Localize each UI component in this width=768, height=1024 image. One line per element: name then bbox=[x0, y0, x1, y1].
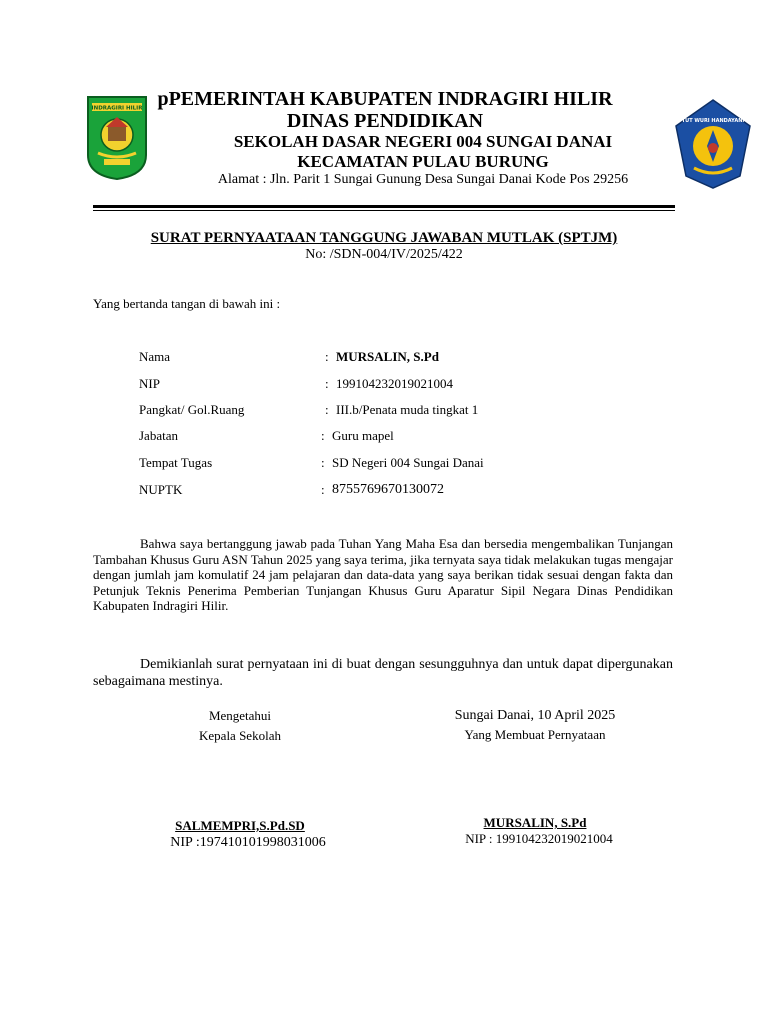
identity-label: NUPTK bbox=[139, 482, 183, 497]
letterhead-government: pPEMERINTAH KABUPATEN INDRAGIRI HILIR bbox=[157, 88, 613, 110]
identity-value: MURSALIN, S.Pd bbox=[336, 349, 439, 364]
right-logo-text: TUT WURI HANDAYANI bbox=[681, 118, 745, 124]
left-sign-name: SALMEMPRI,S.Pd.SD bbox=[175, 818, 305, 833]
right-sign-nip: NIP : 199104232019021004 bbox=[465, 831, 613, 846]
closing-paragraph bbox=[93, 656, 673, 690]
letterhead-divider-thick bbox=[93, 205, 675, 208]
identity-value: III.b/Penata muda tingkat 1 bbox=[336, 402, 479, 417]
document-number: No: /SDN-004/IV/2025/422 bbox=[305, 247, 463, 262]
identity-row-tempat-tugas bbox=[139, 455, 699, 475]
identity-colon: : bbox=[325, 402, 329, 417]
identity-value: 199104232019021004 bbox=[336, 376, 453, 391]
right-sign-role: Yang Membuat Pernyataan bbox=[464, 727, 606, 742]
identity-value: SD Negeri 004 Sungai Danai bbox=[332, 455, 484, 470]
document-title: SURAT PERNYAATAAN TANGGUNG JAWABAN MUTLAK (SPTJM) bbox=[150, 230, 618, 246]
identity-row-jabatan bbox=[139, 428, 699, 448]
identity-row-nama bbox=[139, 349, 699, 369]
statement-text: Bahwa saya bertanggung jawab pada Tuhan Yang Maha Esa dan bersedia mengembalikan Tunjangan Tambahan Khusus Guru ASN Tahun 2025 yang saya terima, jika ternyata saya tidak melakukan tugas mengajar dengan jumlah jam komulatif 24 jam pelajaran dan data-data yang saya berikan tidak sesuai dengan fakta dan Petunjuk Teknis Penerima Pemberian Tunjangan Khusus Guru Aparatur Sipil Negara Dinas Pendidikan Kabupaten Indragiri Hilir. bbox=[93, 536, 673, 614]
closing-text: Demikianlah surat pernyataan ini di buat dengan sesungguhnya dan untuk dapat dipergunakan sebagaimana mestinya. bbox=[93, 657, 673, 689]
identity-colon: : bbox=[321, 482, 325, 497]
left-sign-role: Kepala Sekolah bbox=[199, 728, 281, 743]
left-logo-text: INDRAGIRI HILIR bbox=[91, 105, 143, 112]
statement-paragraph bbox=[93, 536, 673, 614]
identity-label: Nama bbox=[139, 349, 171, 364]
identity-colon: : bbox=[325, 376, 329, 391]
left-sign-acknowledge: Mengetahui bbox=[208, 708, 272, 723]
right-sign-place-date: Sungai Danai, 10 April 2025 bbox=[454, 708, 616, 723]
identity-label: Tempat Tugas bbox=[139, 455, 213, 470]
letterhead-district: KECAMATAN PULAU BURUNG bbox=[297, 152, 549, 171]
right-sign-name: MURSALIN, S.Pd bbox=[483, 815, 587, 830]
intro-text: Yang bertanda tangan di bawah ini : bbox=[93, 296, 281, 311]
identity-colon: : bbox=[321, 428, 325, 443]
letterhead-department: DINAS PENDIDIKAN bbox=[286, 110, 484, 132]
identity-label: Pangkat/ Gol.Ruang bbox=[139, 402, 245, 417]
identity-value: Guru mapel bbox=[332, 428, 394, 443]
letterhead-school: SEKOLAH DASAR NEGERI 004 SUNGAI DANAI bbox=[233, 132, 613, 151]
identity-row-nuptk bbox=[139, 482, 699, 502]
identity-label: Jabatan bbox=[139, 428, 178, 443]
identity-colon: : bbox=[325, 349, 329, 364]
identity-label: NIP bbox=[139, 376, 160, 391]
identity-row-nip bbox=[139, 376, 699, 396]
left-sign-nip: NIP :197410101998031006 bbox=[170, 835, 326, 850]
letterhead-divider-thin bbox=[93, 210, 675, 211]
identity-row-pangkat bbox=[139, 402, 699, 422]
identity-value: 8755769670130072 bbox=[332, 482, 444, 497]
letterhead-address: Alamat : Jln. Parit 1 Sungai Gunung Desa Sungai Danai Kode Pos 29256 bbox=[217, 172, 629, 187]
identity-colon: : bbox=[321, 455, 325, 470]
